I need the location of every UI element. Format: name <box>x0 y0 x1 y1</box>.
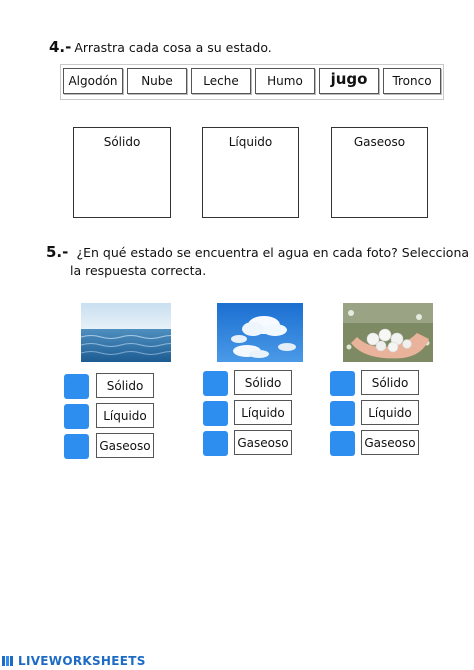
option-group3-solido: Sólido <box>361 370 419 395</box>
checkbox-group3-gaseoso[interactable] <box>330 431 355 456</box>
dropbox-gaseoso-label: Gaseoso <box>353 135 406 149</box>
hail-photo <box>343 303 433 362</box>
tile-humo[interactable]: Humo <box>255 68 315 94</box>
liveworksheets-logo-icon <box>2 655 16 667</box>
tile-nube[interactable]: Nube <box>127 68 187 94</box>
option-group1-gaseoso: Gaseoso <box>96 433 154 458</box>
option-group3-liquido: Líquido <box>361 400 419 425</box>
checkbox-group1-liquido[interactable] <box>64 404 89 429</box>
q5-instruction-line1: ¿En qué estado se encuentra el agua en cada foto? Selecciona <box>76 245 470 260</box>
footer-brand-text: LIVEWORKSHEETS <box>18 654 146 668</box>
clouds-photo <box>217 303 303 362</box>
dropbox-gaseoso[interactable] <box>331 127 428 218</box>
option-group2-liquido: Líquido <box>234 400 292 425</box>
sea-photo <box>81 303 171 362</box>
checkbox-group2-gaseoso[interactable] <box>203 431 228 456</box>
option-group2-solido: Sólido <box>234 370 292 395</box>
option-group1-liquido: Líquido <box>96 403 154 428</box>
tile-leche[interactable]: Leche <box>191 68 251 94</box>
dropbox-solido[interactable] <box>73 127 171 218</box>
checkbox-group1-gaseoso[interactable] <box>64 434 89 459</box>
dropbox-solido-label: Sólido <box>103 135 141 149</box>
dropbox-liquido[interactable] <box>202 127 299 218</box>
checkbox-group2-solido[interactable] <box>203 371 228 396</box>
q5-heading <box>46 242 469 261</box>
footer-brand <box>2 654 146 668</box>
tile-tronco[interactable]: Tronco <box>383 68 441 94</box>
q4-heading <box>49 38 272 56</box>
checkbox-group3-solido[interactable] <box>330 371 355 396</box>
q4-instruction: Arrastra cada cosa a su estado. <box>74 40 272 55</box>
option-group3-gaseoso: Gaseoso <box>361 430 419 455</box>
q4-number: 4.- <box>49 38 72 56</box>
q5-number: 5.- <box>46 243 69 261</box>
dropbox-liquido-label: Líquido <box>228 135 273 149</box>
q5-instruction-line2: la respuesta correcta. <box>70 263 207 278</box>
option-group1-solido: Sólido <box>96 373 154 398</box>
tile-algodon[interactable]: Algodón <box>63 68 123 94</box>
checkbox-group2-liquido[interactable] <box>203 401 228 426</box>
option-group2-gaseoso: Gaseoso <box>234 430 292 455</box>
checkbox-group3-liquido[interactable] <box>330 401 355 426</box>
checkbox-group1-solido[interactable] <box>64 374 89 399</box>
tile-jugo[interactable]: jugo <box>319 68 379 94</box>
